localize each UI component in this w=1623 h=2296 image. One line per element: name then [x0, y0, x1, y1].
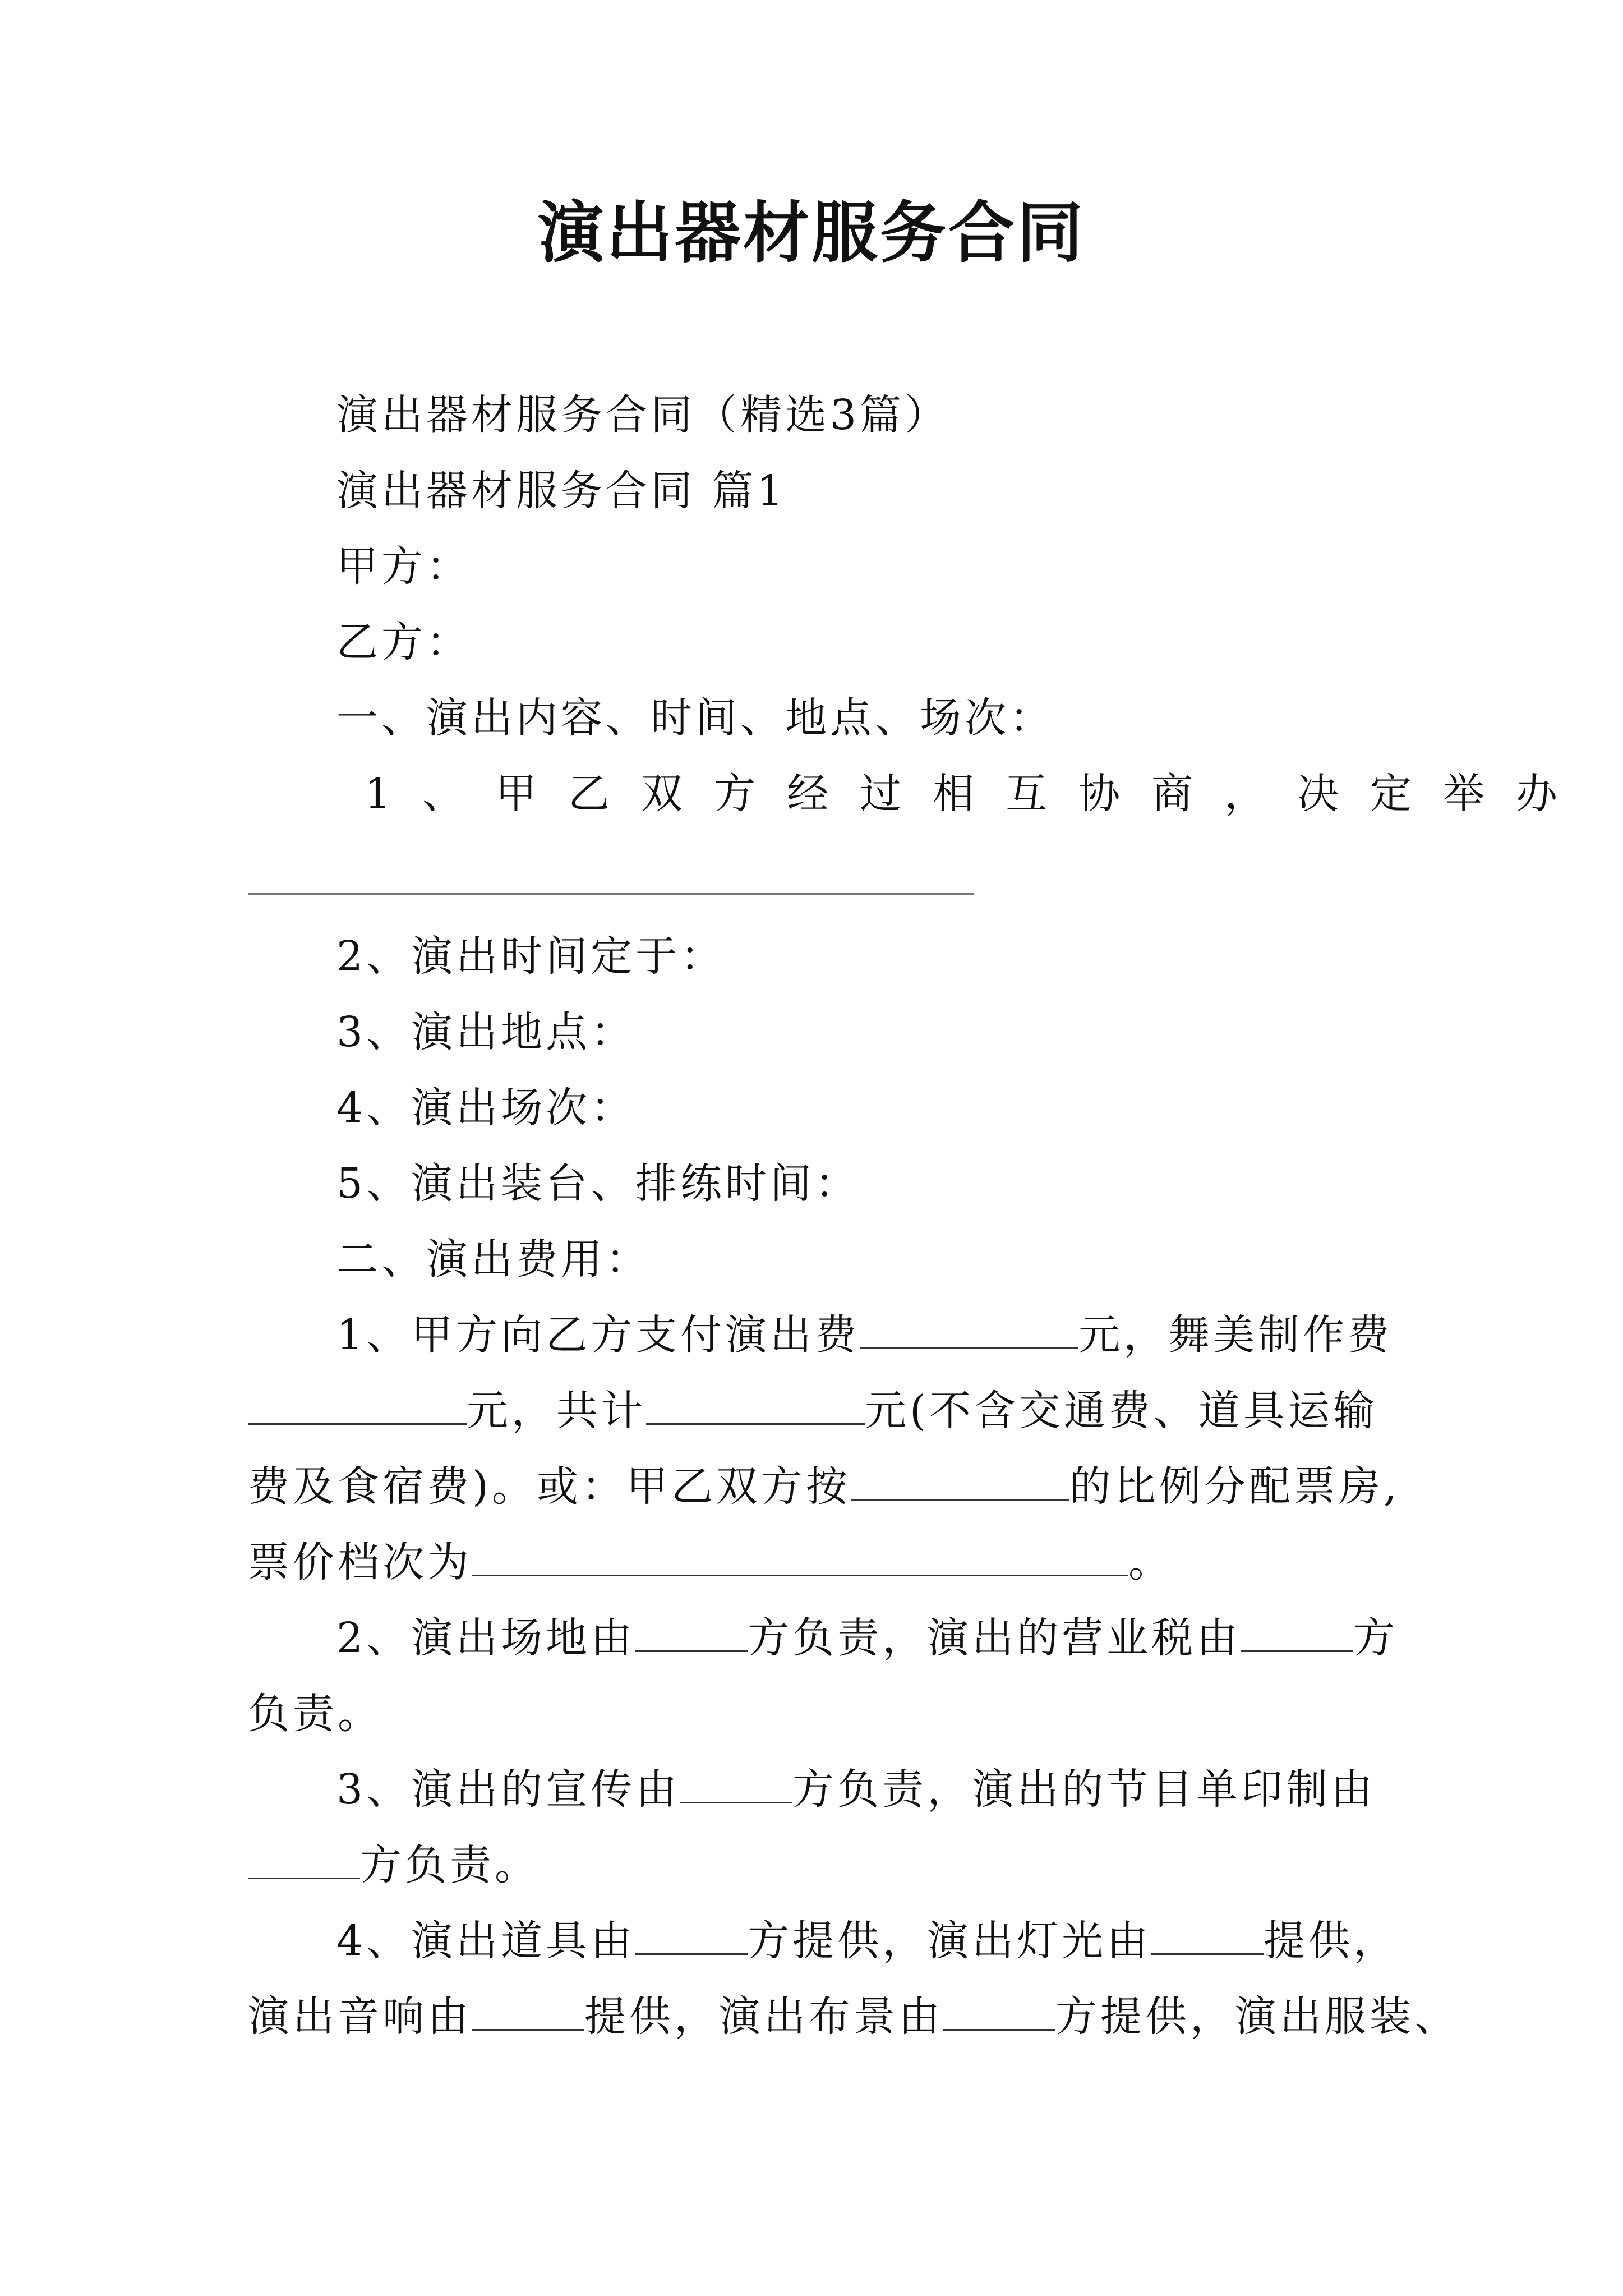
venue-line-2: 负责。	[248, 1690, 382, 1738]
props-text: 方提供，演出服装、	[1055, 1993, 1459, 2041]
fee-line-3	[248, 1458, 1400, 1515]
fee-blank	[646, 1384, 865, 1425]
props-text: 方提供，演出灯光由	[748, 1917, 1152, 1965]
section-heading: 演出器材服务合同 篇1	[336, 467, 787, 515]
props-blank	[472, 1990, 584, 2031]
venue-blank	[635, 1611, 748, 1652]
fee-blank	[472, 1535, 1128, 1576]
fee-text: 。	[1128, 1538, 1173, 1586]
party-a-line: 甲方：	[336, 542, 471, 591]
subtitle-line: 演出器材服务合同（精选3篇）	[336, 391, 950, 439]
fee-blank	[860, 1308, 1078, 1349]
props-text: 提供，	[1264, 1917, 1399, 1965]
fee-text: 元，舞美制作费	[1078, 1311, 1393, 1359]
clause-heading-1: 一、演出内容、时间、地点、场次：	[336, 694, 1054, 742]
fee-text: 费及食宿费)。或：甲乙双方按	[248, 1462, 851, 1511]
clause-heading-2: 二、演出费用：	[336, 1235, 651, 1283]
props-blank	[635, 1914, 748, 1955]
venue-line-1	[336, 1610, 1398, 1666]
fee-blank	[851, 1460, 1069, 1501]
props-blank	[1151, 1914, 1264, 1955]
clause-1-4: 4、演出场次：	[336, 1084, 636, 1132]
props-blank	[943, 1990, 1055, 2031]
document-title: 演出器材服务合同	[537, 194, 1085, 272]
venue-blank	[1241, 1611, 1353, 1652]
fee-text: 元(不含交通费、道具运输	[865, 1387, 1378, 1435]
fee-text: 1、甲方向乙方支付演出费	[336, 1311, 860, 1359]
promo-line-1	[336, 1761, 1376, 1818]
promo-text: 3、演出的宣传由	[336, 1765, 681, 1814]
fee-text: 票价档次为	[248, 1538, 472, 1586]
party-b-line: 乙方：	[336, 618, 471, 666]
promo-line-2	[248, 1837, 540, 1893]
props-text: 演出音响由	[248, 1993, 472, 2041]
fee-line-4	[248, 1534, 1173, 1590]
fee-line-1	[336, 1307, 1393, 1363]
props-line-1	[336, 1913, 1398, 1969]
venue-text: 方	[1353, 1614, 1399, 1662]
promo-blank	[680, 1763, 792, 1803]
promo-text: 方负责。	[360, 1841, 540, 1889]
fee-text: 元，共计	[467, 1387, 646, 1435]
clause-1-5: 5、演出装台、排练时间：	[336, 1159, 860, 1208]
props-text: 4、演出道具由	[336, 1917, 636, 1965]
clause-1-2: 2、演出时间定于：	[336, 932, 726, 981]
venue-text: 方负责，演出的营业税由	[748, 1614, 1242, 1662]
props-text: 提供，演出布景由	[584, 1993, 943, 2041]
fee-text: 的比例分配票房,	[1069, 1462, 1400, 1511]
blank-underline	[248, 893, 974, 895]
clause-1-3: 3、演出地点：	[336, 1008, 636, 1056]
clause-1-1: 1、甲乙双方经过相互协商，决定举办	[365, 770, 1589, 818]
props-line-2	[248, 1989, 1459, 2045]
promo-blank	[248, 1838, 360, 1879]
fee-line-2	[248, 1383, 1378, 1439]
venue-text: 2、演出场地由	[336, 1614, 636, 1662]
promo-text: 方负责，演出的节目单印制由	[792, 1765, 1376, 1814]
fee-blank	[248, 1384, 467, 1425]
